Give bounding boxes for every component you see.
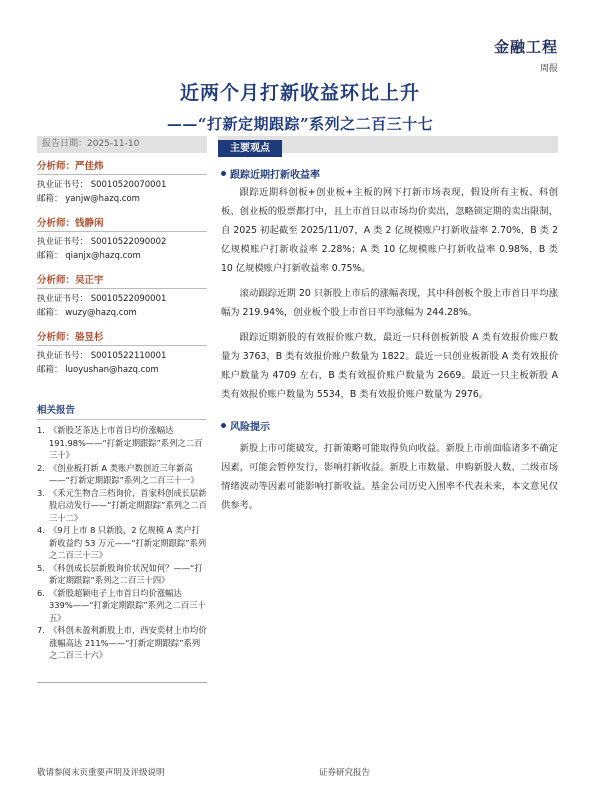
footer-label: 证券研究报告 — [319, 768, 371, 778]
related-report-text: 《创业板打新 A 类账户数创近三年新高——“打新定期跟踪”系列之二百三十一》 — [49, 462, 199, 485]
related-report-text: 《9月上市 8 只新股，2 亿规模 A 类户打新收益约 53 万元——“打新定期跟踪”系列之二百三十三》 — [49, 525, 207, 560]
page-title: 近两个月打新收益环比上升 — [179, 82, 420, 104]
footer-disclaimer: 敬请参阅末页重要声明及评级说明 — [37, 768, 165, 778]
body-paragraph: 跟踪近期科创板+创业板+主板的网下打新市场表现，假设所有主板、科创板、创业板的股票都打中，且上市首日以市场均价卖出，忽略锁定期的卖出限制，自 2025 初起截至 2025/11/07，A 类 2 亿规模账户打新收益率 2.70%，B 类 2 亿规模账户打新收益率 2.28%；A 类 10 亿规模账户打新收益率 0.98%，B 类 10 亿规模账户打新收益率 0.75%。 — [221, 187, 558, 274]
body-paragraph: 新股上市可能破发，打新策略可能取得负向收益。新股上市前面临诸多不确定因素，可能会暂停发行，影响打新收益。新股上市数量、申购新股人数、二级市场情绪波动等因素可能影响打新收益。基金公司历史入围率不代表未来，本文意见仅供参考。 — [221, 443, 558, 511]
analyst-name: 分析师：吴正宇 — [37, 272, 207, 289]
brand-block — [494, 36, 558, 74]
related-reports-divider — [37, 380, 207, 683]
related-report-number: 2. — [37, 462, 45, 473]
body-paragraph: 滚动跟踪近期 20 只新股上市后的涨幅表现，其中科创板个股上市首日平均涨幅为 219.94%，创业板个股上市首日平均涨幅为 244.28%。 — [221, 288, 558, 318]
analyst-email[interactable]: 邮箱： qianjx@hazq.com — [37, 251, 141, 261]
main-points-label: 主要观点 — [218, 140, 282, 157]
title-block — [0, 78, 600, 134]
analyst-card — [37, 329, 207, 377]
related-report-text: 《科创未盈利新股上市，西安奕材上市均价涨幅高达 211%——“打新定期跟踪”系列之二百三十六》 — [49, 625, 207, 660]
body-paragraph: 跟踪近期新股的有效报价账户数，最近一只科创板新股 A 类有效报价账户数量为 3763，B 类有效报价账户数量为 1822。最近一只创业板新股 A 类有效报价账户数量为 4709 左右，B 类有效报价账户数量为 2669。最近一只主板新股 A 类有效报价账户数量为 5534，B 类有效报价账户数量为 2976。 — [221, 332, 558, 400]
analyst-name: 分析师：钱静闲 — [37, 215, 207, 232]
related-report-number: 5. — [37, 562, 45, 573]
related-report-number: 4. — [37, 525, 45, 535]
report-date: 报告日期：2025-11-10 — [37, 136, 207, 153]
brand-name: 金融工程 — [493, 38, 558, 56]
related-report-text: 《禾元生物合三档询价，首家科创成长层新股启动发行——“打新定期跟踪”系列之二百三十二》 — [49, 487, 207, 523]
section-title-text: 风险提示 — [230, 422, 270, 433]
analyst-card — [37, 158, 207, 206]
related-reports-title: 相关报告 — [37, 402, 207, 420]
main-points-header — [218, 136, 558, 153]
bullet-icon — [221, 423, 226, 428]
analyst-card — [37, 215, 207, 263]
analyst-name: 分析师：严佳炜 — [37, 158, 207, 175]
analyst-cert: 执业证书号： S0010520070001 — [37, 180, 167, 190]
analyst-name: 分析师：骆昱杉 — [37, 329, 207, 346]
related-report-number: 7. — [37, 625, 45, 635]
report-type: 周报 — [539, 64, 558, 74]
related-report-text: 《新股芝茶达上市首日均价涨幅达191.98%——“打新定期跟踪”系列之二百三十》 — [49, 425, 203, 460]
related-report-number: 3. — [37, 487, 45, 498]
related-report-number: 6. — [37, 587, 45, 598]
bullet-icon — [221, 171, 226, 176]
section-title — [221, 418, 558, 433]
analyst-email[interactable]: 邮箱： luoyushan@hazq.com — [37, 365, 159, 375]
related-report-text: 《新股超颖电子上市首日均价涨幅达 339%——“打新定期跟踪”系列之二百三十五》 — [49, 587, 206, 623]
analyst-email[interactable]: 邮箱： yanjw@hazq.com — [37, 194, 140, 204]
analyst-cert: 执业证书号： S0010522110001 — [37, 351, 167, 361]
related-report-number: 1. — [37, 425, 45, 435]
analyst-cert: 执业证书号： S0010522090002 — [37, 237, 167, 247]
main-content — [221, 166, 558, 515]
analyst-email[interactable]: 邮箱： wuzy@hazq.com — [37, 308, 137, 318]
analyst-card — [37, 272, 207, 320]
section-title-text: 跟踪近期打新收益率 — [230, 170, 320, 181]
analyst-cert: 执业证书号： S0010522090001 — [37, 294, 167, 304]
section-title — [221, 166, 558, 181]
page-subtitle: ——“打新定期跟踪”系列之二百三十七 — [166, 115, 434, 133]
related-report-text: 《科创成长层新股询价状况如何？——“打新定期跟踪”系列之二百三十四》 — [49, 562, 203, 585]
